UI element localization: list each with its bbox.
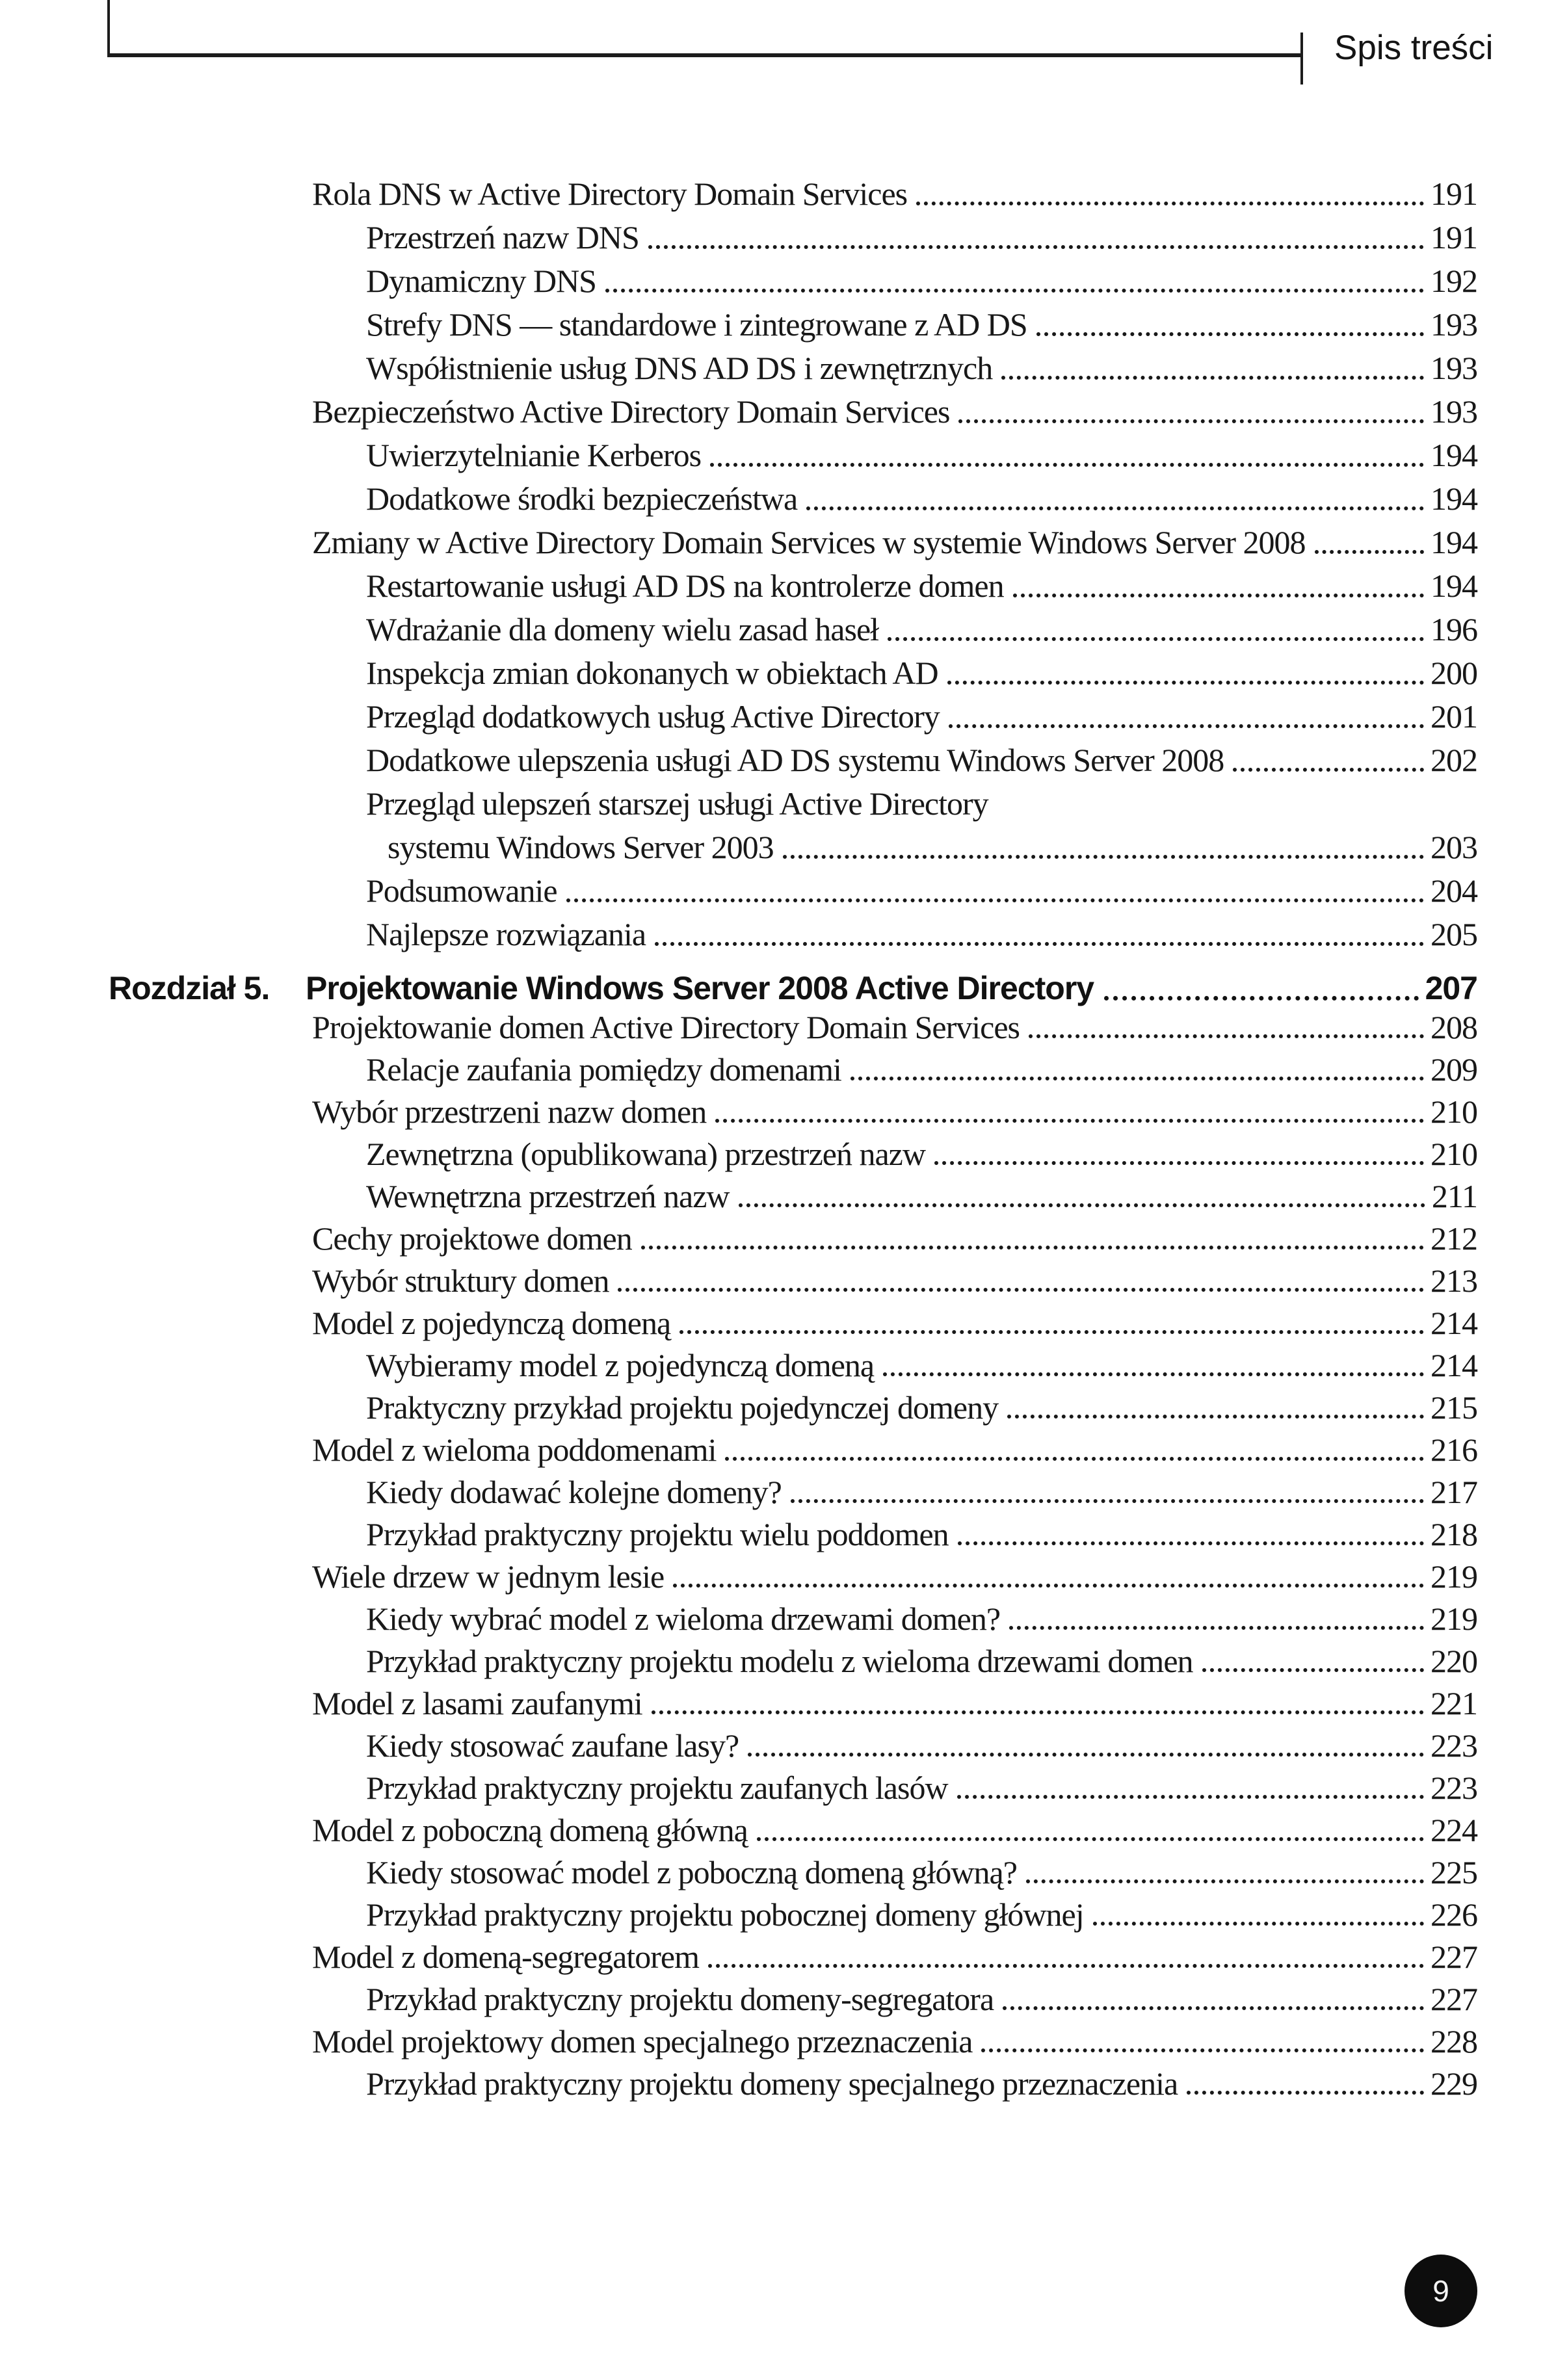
toc-entry: [0, 1091, 1477, 1133]
toc-entry-text: Dodatkowe środki bezpieczeństwa: [366, 480, 798, 517]
dotted-leader: [1202, 1640, 1424, 1682]
toc-entry: [0, 1513, 1477, 1556]
toc-entry: [0, 1471, 1477, 1513]
toc-entry-page-number: 210: [1431, 1093, 1477, 1130]
toc-entry: [0, 2063, 1477, 2105]
toc-entry-text: Przykład praktyczny projektu domeny specjalnego przeznaczenia: [366, 2065, 1178, 2102]
dotted-leader: [673, 1556, 1424, 1598]
toc-entry: [0, 1049, 1477, 1091]
dotted-leader: [1007, 1387, 1424, 1429]
dotted-leader: [715, 1091, 1424, 1133]
toc-entry-text: Model z wieloma poddomenami: [312, 1432, 717, 1468]
dotted-leader: [1093, 1894, 1424, 1936]
toc-entry: [0, 216, 1477, 259]
dotted-leader: [916, 172, 1424, 216]
toc-entry-page-number: 227: [1431, 1981, 1477, 2017]
toc-entry: [0, 826, 1477, 869]
toc-entry: [0, 1640, 1477, 1682]
toc-entry-text: Restartowanie usługi AD DS na kontrolerze domen: [366, 568, 1004, 604]
toc-entry-page-number: 194: [1431, 568, 1477, 604]
toc-entry-page-number: 219: [1431, 1601, 1477, 1637]
toc-entry-text: Uwierzytelnianie Kerberos: [366, 437, 702, 473]
toc-entry: [0, 1851, 1477, 1894]
toc-entry: [0, 695, 1477, 739]
toc-entry: [0, 1598, 1477, 1640]
toc-entry-page-number: 216: [1431, 1432, 1477, 1468]
toc-entry-text: Przykład praktyczny projektu pobocznej domeny głównej: [366, 1896, 1084, 1933]
toc-entry-text: Cechy projektowe domen: [312, 1220, 632, 1257]
toc-entry-page-number: 193: [1431, 306, 1477, 343]
dotted-leader: [710, 434, 1424, 477]
toc-entry: [0, 1767, 1477, 1809]
toc-entry-page-number: 194: [1431, 437, 1477, 473]
toc-entry-text: Zmiany w Active Directory Domain Services w systemie Windows Server 2008: [312, 524, 1306, 560]
toc-entry-text: Przegląd dodatkowych usług Active Directory: [366, 698, 940, 735]
dotted-leader: [997, 782, 1432, 826]
dotted-leader: [1001, 347, 1424, 390]
toc-entry: [0, 1725, 1477, 1767]
toc-entry-page-number: 193: [1431, 350, 1477, 386]
toc-entry: [0, 1006, 1477, 1049]
toc-entry: [0, 347, 1477, 390]
toc-entry-page-number: 214: [1431, 1347, 1477, 1383]
toc-entry-text: Przykład praktyczny projektu wielu poddomen: [366, 1516, 949, 1552]
toc-entry: [0, 869, 1477, 913]
toc-entry-page-number: 201: [1431, 698, 1477, 735]
toc-entry-text: Inspekcja zmian dokonanych w obiektach AD: [366, 655, 938, 691]
toc-entry-text: Wewnętrzna przestrzeń nazw: [366, 1178, 730, 1214]
toc-entry-page-number: 218: [1431, 1516, 1477, 1552]
toc-entry-text: Wybór przestrzeni nazw domen: [312, 1093, 707, 1130]
toc-entry-text: Kiedy stosować zaufane lasy?: [366, 1727, 739, 1764]
toc-entry: [0, 1344, 1477, 1387]
toc-entry-text: Przykład praktyczny projektu modelu z wieloma drzewami domen: [366, 1643, 1193, 1679]
dotted-leader: [1013, 564, 1424, 608]
toc-entry-text: Podsumowanie: [366, 872, 557, 909]
toc-entry-text: Wdrażanie dla domeny wielu zasad haseł: [366, 611, 879, 647]
page-number: 9: [1432, 2274, 1449, 2308]
toc-entry-text: Wybór struktury domen: [312, 1262, 609, 1299]
toc-entry: [0, 1556, 1477, 1598]
dotted-leader: [1187, 2063, 1424, 2105]
toc-entry: [0, 1809, 1477, 1851]
dotted-leader: [566, 869, 1424, 913]
toc-entry-text: Rola DNS w Active Directory Domain Services: [312, 176, 908, 212]
toc-entry-text: systemu Windows Server 2003: [388, 829, 774, 865]
page-number-badge: [1405, 2255, 1477, 2327]
chapter-page-number: 207: [1425, 970, 1477, 1006]
dotted-leader: [748, 1725, 1424, 1767]
toc-entry-page-number: 193: [1431, 393, 1477, 430]
toc-entry-text: Projektowanie domen Active Directory Domain Services: [312, 1009, 1020, 1045]
toc-entry-text: Kiedy stosować model z poboczną domeną główną?: [366, 1854, 1017, 1890]
toc-entry-page-number: 221: [1431, 1685, 1477, 1721]
toc-entry-page-number: 217: [1431, 1474, 1477, 1510]
toc-entry-page-number: 220: [1431, 1643, 1477, 1679]
dotted-leader: [883, 1344, 1424, 1387]
dotted-leader: [1315, 521, 1424, 564]
toc-entry: [0, 1682, 1477, 1725]
toc-entry-text: Praktyczny przykład projektu pojedynczej domeny: [366, 1389, 999, 1426]
toc-entry-text: Model z pojedynczą domeną: [312, 1305, 671, 1341]
toc-entry: [0, 1218, 1477, 1260]
dotted-leader: [888, 608, 1424, 651]
dotted-leader: [708, 1936, 1424, 1978]
toc-entry-text: Model z domeną-segregatorem: [312, 1939, 699, 1975]
toc-entry-page-number: 215: [1431, 1389, 1477, 1426]
toc-entry-text: Dodatkowe ulepszenia usługi AD DS systemu Windows Server 2008: [366, 742, 1224, 778]
header-horizontal-rule: [107, 53, 1302, 57]
dotted-leader: [605, 259, 1424, 303]
chapter-label: Rozdział 5.: [109, 970, 270, 1006]
toc-entry-page-number: 227: [1431, 1939, 1477, 1975]
dotted-leader: [757, 1809, 1424, 1851]
dotted-leader: [949, 695, 1424, 739]
toc-entry-page-number: 223: [1431, 1770, 1477, 1806]
toc-entry-text: Kiedy wybrać model z wieloma drzewami domen?: [366, 1601, 1001, 1637]
dotted-leader: [947, 651, 1424, 695]
toc-entry-page-number: 211: [1431, 1178, 1477, 1214]
dotted-leader: [1009, 1598, 1424, 1640]
dotted-leader: [648, 216, 1424, 259]
toc-entry-page-number: 191: [1431, 219, 1477, 255]
toc-entry-text: Współistnienie usług DNS AD DS i zewnętrznych: [366, 350, 993, 386]
dotted-leader: [981, 2020, 1424, 2063]
dotted-leader: [655, 913, 1424, 956]
toc-entry-text: Przestrzeń nazw DNS: [366, 219, 639, 255]
toc-entry-page-number: 209: [1431, 1051, 1477, 1088]
toc-entry-text: Dynamiczny DNS: [366, 263, 596, 299]
toc-entry: [0, 2020, 1477, 2063]
toc-entry-text: Zewnętrzna (opublikowana) przestrzeń nazw: [366, 1136, 925, 1172]
toc-entry-page-number: 203: [1431, 829, 1477, 865]
top-left-corner-rule: [107, 0, 110, 56]
toc-entry-text: Model z poboczną domeną główną: [312, 1812, 748, 1848]
toc-entry: [0, 608, 1477, 651]
dotted-leader: [1003, 1978, 1424, 2020]
dotted-leader: [1029, 1006, 1424, 1049]
toc-entry-page-number: 205: [1431, 916, 1477, 952]
dotted-leader: [725, 1429, 1424, 1471]
toc-entry-page-number: 229: [1431, 2065, 1477, 2102]
toc-entry-page-number: 202: [1431, 742, 1477, 778]
toc-entry-page-number: 191: [1431, 176, 1477, 212]
toc-entry: [0, 1260, 1477, 1302]
toc-entry-page-number: 226: [1431, 1896, 1477, 1933]
toc-entry-page-number: 225: [1431, 1854, 1477, 1890]
toc-entry-page-number: 192: [1431, 263, 1477, 299]
toc-entry-text: Model z lasami zaufanymi: [312, 1685, 642, 1721]
dotted-leader: [934, 1133, 1424, 1175]
dotted-leader: [1233, 739, 1424, 782]
toc-entry: [0, 303, 1477, 347]
toc-entry: [0, 1387, 1477, 1429]
dotted-leader: [1036, 303, 1424, 347]
toc-section-before-chapter: [0, 172, 1477, 956]
dotted-leader: [957, 1767, 1424, 1809]
dotted-leader: [791, 1471, 1424, 1513]
toc-entry-page-number: 194: [1431, 524, 1477, 560]
toc-entry-page-number: 219: [1431, 1558, 1477, 1595]
dotted-leader: [851, 1049, 1424, 1091]
toc-entry: [0, 1429, 1477, 1471]
toc-entry-page-number: 210: [1431, 1136, 1477, 1172]
toc-entry-text: Przykład praktyczny projektu domeny-segregatora: [366, 1981, 994, 2017]
toc-entry: [0, 434, 1477, 477]
dotted-leader: [806, 477, 1424, 521]
chapter-title: Projektowanie Windows Server 2008 Active Directory: [306, 970, 1094, 1006]
toc-entry: [0, 1936, 1477, 1978]
toc-entry: [0, 739, 1477, 782]
toc-entry-text: Kiedy dodawać kolejne domeny?: [366, 1474, 782, 1510]
dotted-leader: [652, 1682, 1424, 1725]
toc-entry-page-number: 213: [1431, 1262, 1477, 1299]
toc-entry-text: Przegląd ulepszeń starszej usługi Active Directory: [366, 785, 988, 822]
toc-entry-text: Model projektowy domen specjalnego przeznaczenia: [312, 2023, 973, 2060]
toc-entry-page-number: 208: [1431, 1009, 1477, 1045]
toc-entry-text: Wybieramy model z pojedynczą domeną: [366, 1347, 875, 1383]
toc-entry: [0, 1175, 1477, 1218]
dotted-leader: [1026, 1851, 1424, 1894]
dotted-leader: [958, 390, 1424, 434]
toc-entry: [0, 782, 1477, 826]
toc-entry-text: Przykład praktyczny projektu zaufanych lasów: [366, 1770, 948, 1806]
toc-entry: [0, 651, 1477, 695]
toc-entry-text: Bezpieczeństwo Active Directory Domain Services: [312, 393, 950, 430]
dotted-leader: [739, 1175, 1425, 1218]
toc-entry-text: Relacje zaufania pomiędzy domenami: [366, 1051, 841, 1088]
toc-entry-text: Najlepsze rozwiązania: [366, 916, 646, 952]
dotted-leader: [618, 1260, 1424, 1302]
toc-entry: [0, 521, 1477, 564]
dotted-leader: [679, 1302, 1424, 1344]
toc-entry-page-number: 200: [1431, 655, 1477, 691]
dotted-leader: [958, 1513, 1424, 1556]
toc-entry-page-number: 224: [1431, 1812, 1477, 1848]
header-separator-bar: [1300, 33, 1303, 85]
toc-entry: [0, 1978, 1477, 2020]
dotted-leader: [783, 826, 1424, 869]
toc-entry: [0, 1302, 1477, 1344]
toc-entry-text: Wiele drzew w jednym lesie: [312, 1558, 665, 1595]
toc-entry-page-number: 194: [1431, 480, 1477, 517]
page-header-title: Spis treści: [1334, 29, 1494, 67]
toc-entry: [0, 390, 1477, 434]
toc-entry: [0, 172, 1477, 216]
toc-entry: [0, 1894, 1477, 1936]
toc-entry-page-number: 223: [1431, 1727, 1477, 1764]
dotted-leader: [641, 1218, 1424, 1260]
toc-entry-text: Strefy DNS — standardowe i zintegrowane z AD DS: [366, 306, 1027, 343]
toc-section-after-chapter: [0, 1006, 1477, 2105]
toc-entry-page-number: 212: [1431, 1220, 1477, 1257]
toc-entry-page-number: 196: [1431, 611, 1477, 647]
toc-entry: [0, 1133, 1477, 1175]
toc-entry: [0, 564, 1477, 608]
toc-entry-page-number: [1438, 782, 1477, 826]
toc-entry-page-number: 228: [1431, 2023, 1477, 2060]
toc-entry: [0, 259, 1477, 303]
toc-entry: [0, 477, 1477, 521]
toc-entry: [0, 913, 1477, 956]
toc-entry-page-number: 214: [1431, 1305, 1477, 1341]
toc-entry-page-number: 204: [1431, 872, 1477, 909]
